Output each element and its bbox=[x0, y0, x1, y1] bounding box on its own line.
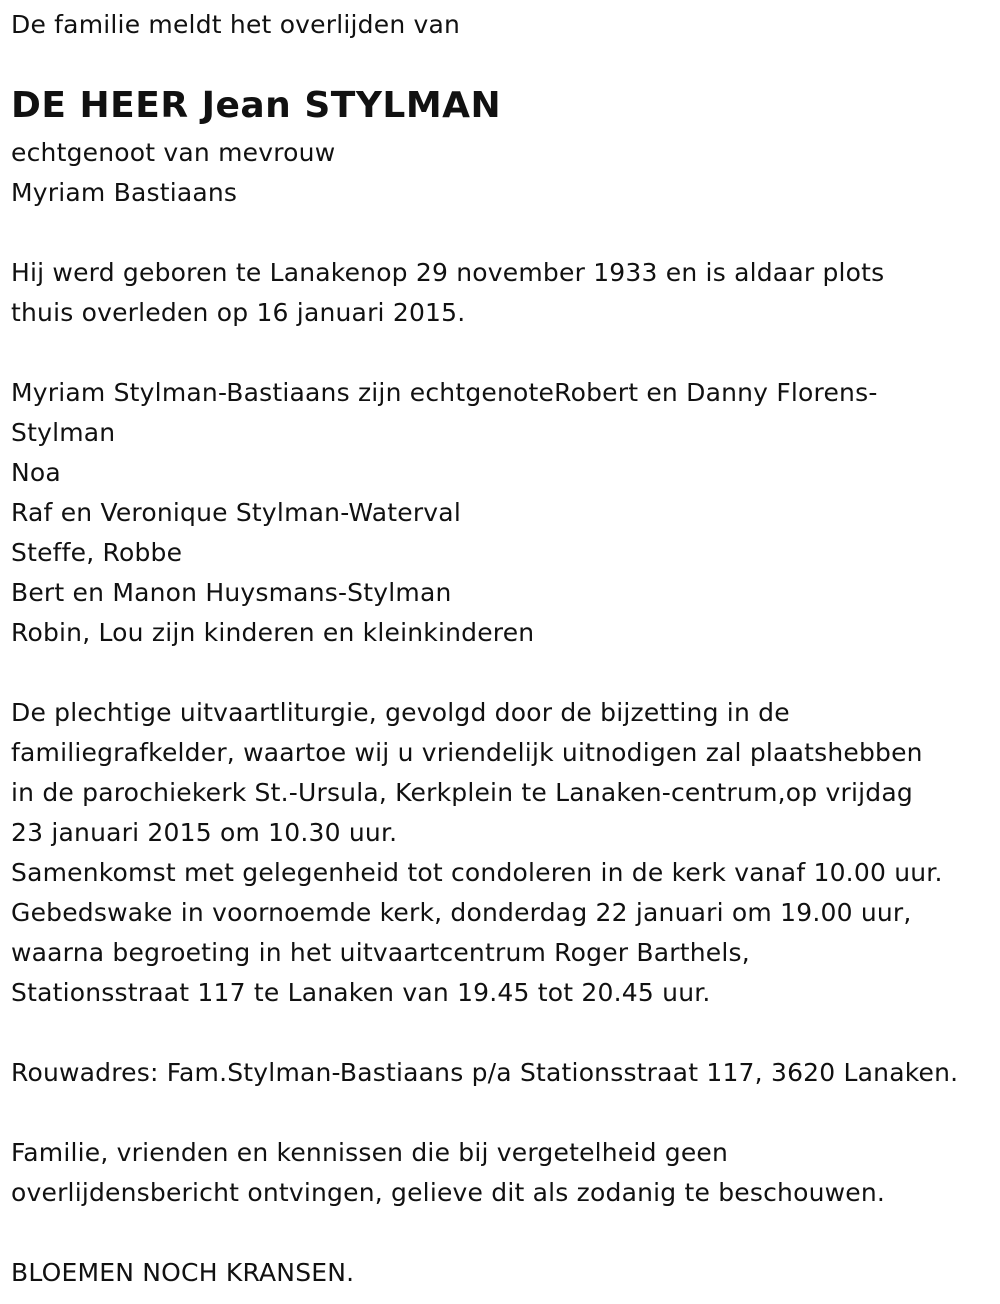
service-line: Gebedswake in voornoemde kerk, donderdag 22 januari om 19.00 uur, bbox=[11, 898, 912, 927]
service-line: in de parochiekerk St.-Ursula, Kerkplein te Lanaken-centrum,op vrijdag bbox=[11, 778, 913, 807]
family-line: Raf en Veronique Stylman-Waterval bbox=[11, 498, 461, 527]
deceased-name: DE HEER Jean STYLMAN bbox=[11, 85, 502, 126]
service-line: Stationsstraat 117 te Lanaken van 19.45 tot 20.45 uur. bbox=[11, 978, 711, 1007]
notice-line: overlijdensbericht ontvingen, gelieve dit als zodanig te beschouwen. bbox=[11, 1178, 886, 1207]
service-line: 23 januari 2015 om 10.30 uur. bbox=[11, 818, 398, 847]
family-line: Robin, Lou zijn kinderen en kleinkinderen bbox=[11, 618, 535, 647]
family-line: Noa bbox=[11, 458, 61, 487]
closing-line: BLOEMEN NOCH KRANSEN. bbox=[11, 1258, 355, 1287]
notice-line: Familie, vrienden en kennissen die bij vergetelheid geen bbox=[11, 1138, 729, 1167]
service-line: Samenkomst met gelegenheid tot condoleren in de kerk vanaf 10.00 uur. bbox=[11, 858, 943, 887]
family-line: Myriam Stylman-Bastiaans zijn echtgenoteRobert en Danny Florens- bbox=[11, 378, 878, 407]
birth-line: Hij werd geboren te Lanakenop 29 november 1933 en is aldaar plots bbox=[11, 258, 885, 287]
spouse-line: echtgenoot van mevrouw bbox=[11, 138, 336, 167]
mourning-address: Rouwadres: Fam.Stylman-Bastiaans p/a Stationsstraat 117, 3620 Lanaken. bbox=[11, 1058, 959, 1087]
family-line: Bert en Manon Huysmans-Stylman bbox=[11, 578, 452, 607]
death-line: thuis overleden op 16 januari 2015. bbox=[11, 298, 466, 327]
intro-text: De familie meldt het overlijden van bbox=[11, 10, 461, 39]
family-line: Steffe, Robbe bbox=[11, 538, 183, 567]
service-line: De plechtige uitvaartliturgie, gevolgd door de bijzetting in de bbox=[11, 698, 790, 727]
service-line: waarna begroeting in het uitvaartcentrum Roger Barthels, bbox=[11, 938, 750, 967]
service-line: familiegrafkelder, waartoe wij u vriendelijk uitnodigen zal plaatshebben bbox=[11, 738, 923, 767]
spouse-name: Myriam Bastiaans bbox=[11, 178, 238, 207]
family-line: Stylman bbox=[11, 418, 116, 447]
